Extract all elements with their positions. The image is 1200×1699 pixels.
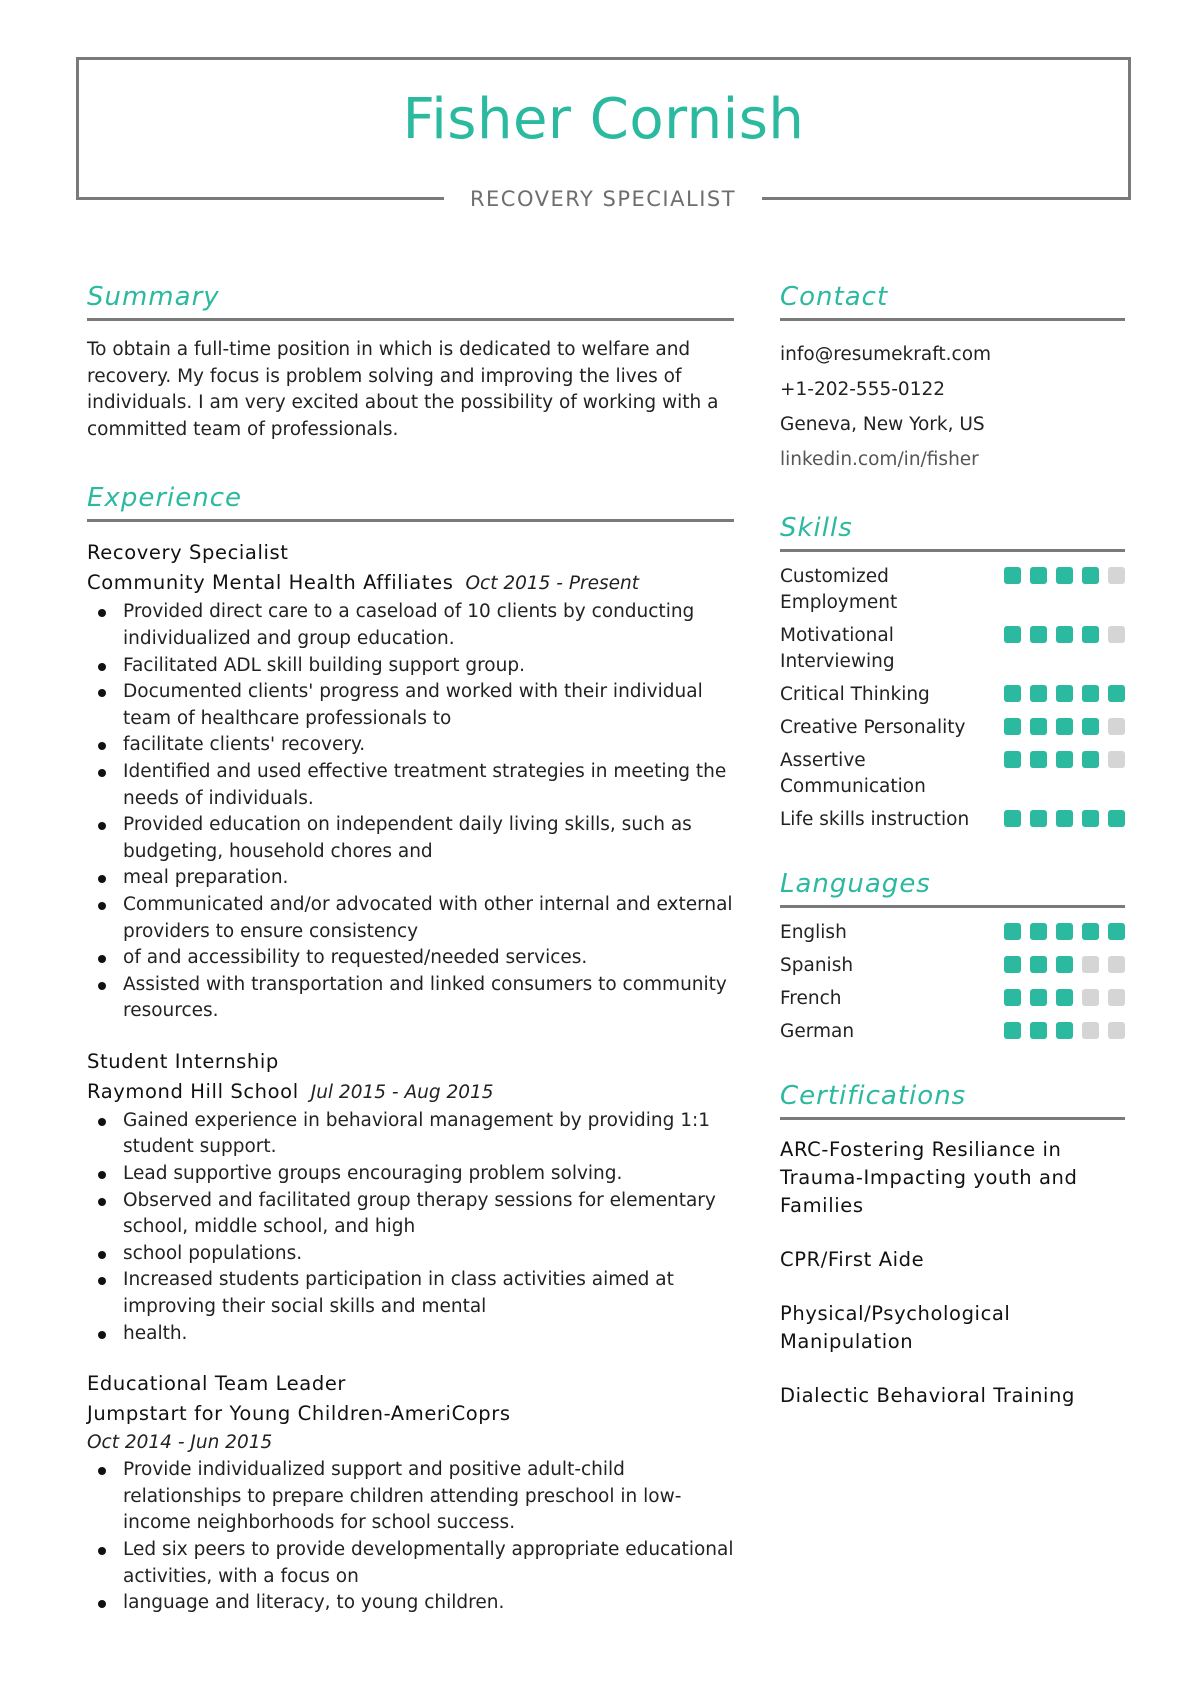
- bullet-item: Observed and facilitated group therapy sessions for elementary school, middle school, and high: [87, 1188, 734, 1241]
- language-label: German: [780, 1021, 855, 1042]
- rating-dot-filled: [1004, 989, 1021, 1006]
- rating-dot-filled: [1082, 923, 1099, 940]
- bullet-item: Increased students participation in class activities aimed at improving their social skills and mental: [87, 1267, 734, 1320]
- bullet-item: Provide individualized support and positive adult-child relationships to prepare children attending preschool in low-income neighborhoods for school success.: [87, 1457, 734, 1537]
- rating-dot-empty: [1082, 1022, 1099, 1039]
- rating-dot-filled: [1030, 567, 1047, 584]
- contact-list: [780, 337, 1125, 477]
- rating-dot-filled: [1004, 1022, 1021, 1039]
- certification-item: CPR/First Aide: [780, 1248, 925, 1271]
- rating-dot-empty: [1108, 989, 1125, 1006]
- bullet-item: Documented clients' progress and worked with their individual team of healthcare professionals to: [87, 679, 734, 732]
- language-rating: [1004, 920, 1125, 940]
- certifications-heading: Certifications: [780, 1079, 1125, 1120]
- summary-text: To obtain a full-time position in which is dedicated to welfare and recovery. My focus is problem solving and improving the lives of individuals. I am very excited about the possibility of working with a committed team of professionals.: [87, 339, 719, 440]
- bullet-item: of and accessibility to requested/needed services.: [87, 945, 734, 972]
- rating-dot-filled: [1030, 956, 1047, 973]
- side-column: [780, 280, 1125, 1436]
- skill-row: [780, 807, 1125, 833]
- contact-email[interactable]: info@resumekraft.com: [780, 344, 992, 365]
- bullet-item: health.: [87, 1321, 734, 1348]
- skill-row: [780, 715, 1125, 741]
- rating-dot-filled: [1082, 718, 1099, 735]
- certification-item: Dialectic Behavioral Training: [780, 1384, 1075, 1407]
- header-rule-right: [762, 197, 1131, 200]
- bullet-item: school populations.: [87, 1241, 734, 1268]
- certification-item: ARC-Fostering Resiliance in Trauma-Impacting youth and Families: [780, 1138, 1078, 1217]
- certification-item: Physical/Psychological Manipulation: [780, 1302, 1011, 1353]
- job-bullets: [87, 1108, 734, 1347]
- skill-row: [780, 623, 1125, 675]
- languages-heading: Languages: [780, 867, 1125, 908]
- rating-dot-filled: [1030, 1022, 1047, 1039]
- rating-dot-empty: [1108, 718, 1125, 735]
- rating-dot-filled: [1056, 1022, 1073, 1039]
- languages-list: [780, 920, 1125, 1045]
- rating-dot-filled: [1056, 751, 1073, 768]
- certifications-list: [780, 1136, 1125, 1410]
- experience-heading: Experience: [87, 481, 734, 522]
- rating-dot-filled: [1004, 810, 1021, 827]
- job-company: Jumpstart for Young Children-AmeriCoprs: [87, 1402, 511, 1426]
- skill-label: Motivational Interviewing: [780, 625, 895, 672]
- rating-dot-empty: [1108, 626, 1125, 643]
- rating-dot-filled: [1056, 567, 1073, 584]
- skill-label: Critical Thinking: [780, 684, 930, 705]
- job-entry: [87, 538, 734, 1025]
- skill-rating: [1004, 623, 1125, 643]
- language-row: [780, 953, 1125, 979]
- skill-row: [780, 748, 1125, 800]
- job-bullets: [87, 1457, 734, 1617]
- main-column: [87, 280, 734, 1617]
- rating-dot-filled: [1030, 626, 1047, 643]
- skill-rating: [1004, 748, 1125, 768]
- rating-dot-filled: [1108, 685, 1125, 702]
- bullet-item: Led six peers to provide developmentally appropriate educational activities, with a focus on: [87, 1537, 734, 1590]
- rating-dot-empty: [1108, 751, 1125, 768]
- contact-phone: +1-202-555-0122: [780, 379, 946, 400]
- rating-dot-filled: [1082, 567, 1099, 584]
- job-entry: [87, 1369, 734, 1617]
- rating-dot-empty: [1108, 1022, 1125, 1039]
- contact-location: Geneva, New York, US: [780, 414, 985, 435]
- rating-dot-filled: [1082, 751, 1099, 768]
- rating-dot-empty: [1108, 956, 1125, 973]
- rating-dot-filled: [1056, 685, 1073, 702]
- rating-dot-filled: [1004, 718, 1021, 735]
- candidate-name: Fisher Cornish: [402, 87, 805, 152]
- rating-dot-filled: [1082, 685, 1099, 702]
- language-label: English: [780, 922, 847, 943]
- bullet-item: Lead supportive groups encouraging problem solving.: [87, 1161, 734, 1188]
- candidate-title: RECOVERY SPECIALIST: [469, 187, 737, 211]
- bullet-item: Gained experience in behavioral management by providing 1:1 student support.: [87, 1108, 734, 1161]
- rating-dot-filled: [1056, 626, 1073, 643]
- bullet-item: language and literacy, to young children.: [87, 1590, 734, 1617]
- rating-dot-empty: [1082, 989, 1099, 1006]
- job-title: Recovery Specialist: [87, 541, 289, 565]
- skills-list: [780, 564, 1125, 833]
- skills-heading: Skills: [780, 511, 1125, 552]
- rating-dot-filled: [1004, 626, 1021, 643]
- rating-dot-filled: [1082, 626, 1099, 643]
- skill-row: [780, 682, 1125, 708]
- bullet-item: Facilitated ADL skill building support group.: [87, 653, 734, 680]
- language-rating: [1004, 986, 1125, 1006]
- job-date: Oct 2014 - Jun 2015: [87, 1432, 273, 1454]
- header-rule-left: [76, 197, 444, 200]
- summary-heading: Summary: [87, 280, 734, 321]
- rating-dot-filled: [1030, 685, 1047, 702]
- contact-linkedin[interactable]: linkedin.com/in/fisher: [780, 449, 979, 470]
- skill-rating: [1004, 564, 1125, 584]
- job-date: Jul 2015 - Aug 2015: [310, 1081, 494, 1103]
- rating-dot-filled: [1056, 923, 1073, 940]
- skill-label: Assertive Communication: [780, 750, 926, 797]
- job-company: Raymond Hill School: [87, 1079, 299, 1103]
- job-date: Oct 2015 - Present: [465, 573, 639, 595]
- rating-dot-filled: [1030, 718, 1047, 735]
- language-row: [780, 1019, 1125, 1045]
- rating-dot-filled: [1056, 956, 1073, 973]
- language-rating: [1004, 1019, 1125, 1039]
- skill-rating: [1004, 807, 1125, 827]
- job-title: Student Internship: [87, 1049, 279, 1073]
- bullet-item: Identified and used effective treatment strategies in meeting the needs of individuals.: [87, 759, 734, 812]
- bullet-item: Assisted with transportation and linked consumers to community resources.: [87, 972, 734, 1025]
- rating-dot-filled: [1056, 718, 1073, 735]
- skill-label: Life skills instruction: [780, 809, 970, 830]
- job-entry: [87, 1047, 734, 1347]
- skill-label: Creative Personality: [780, 717, 966, 738]
- rating-dot-filled: [1030, 751, 1047, 768]
- rating-dot-filled: [1004, 956, 1021, 973]
- job-bullets: [87, 599, 734, 1025]
- contact-heading: Contact: [780, 280, 1125, 321]
- rating-dot-filled: [1004, 923, 1021, 940]
- skill-rating: [1004, 682, 1125, 702]
- rating-dot-filled: [1056, 810, 1073, 827]
- language-row: [780, 920, 1125, 946]
- bullet-item: facilitate clients' recovery.: [87, 732, 734, 759]
- bullet-item: Provided education on independent daily living skills, such as budgeting, household chores and: [87, 812, 734, 865]
- bullet-item: meal preparation.: [87, 865, 734, 892]
- rating-dot-filled: [1108, 923, 1125, 940]
- rating-dot-empty: [1082, 956, 1099, 973]
- rating-dot-filled: [1108, 810, 1125, 827]
- job-title: Educational Team Leader: [87, 1372, 347, 1396]
- rating-dot-filled: [1030, 923, 1047, 940]
- language-label: Spanish: [780, 955, 854, 976]
- job-company-line: [87, 1077, 734, 1108]
- language-row: [780, 986, 1125, 1012]
- rating-dot-filled: [1082, 810, 1099, 827]
- rating-dot-filled: [1030, 810, 1047, 827]
- language-label: French: [780, 988, 842, 1009]
- language-rating: [1004, 953, 1125, 973]
- job-company-line: [87, 568, 734, 599]
- rating-dot-filled: [1004, 567, 1021, 584]
- bullet-item: Communicated and/or advocated with other internal and external providers to ensure consistency: [87, 892, 734, 945]
- rating-dot-filled: [1030, 989, 1047, 1006]
- rating-dot-empty: [1108, 567, 1125, 584]
- rating-dot-filled: [1056, 989, 1073, 1006]
- skill-rating: [1004, 715, 1125, 735]
- skill-label: Customized Employment: [780, 566, 898, 613]
- skill-row: [780, 564, 1125, 616]
- bullet-item: Provided direct care to a caseload of 10 clients by conducting individualized and group education.: [87, 599, 734, 652]
- rating-dot-filled: [1004, 751, 1021, 768]
- job-company: Community Mental Health Affiliates: [87, 571, 454, 595]
- rating-dot-filled: [1004, 685, 1021, 702]
